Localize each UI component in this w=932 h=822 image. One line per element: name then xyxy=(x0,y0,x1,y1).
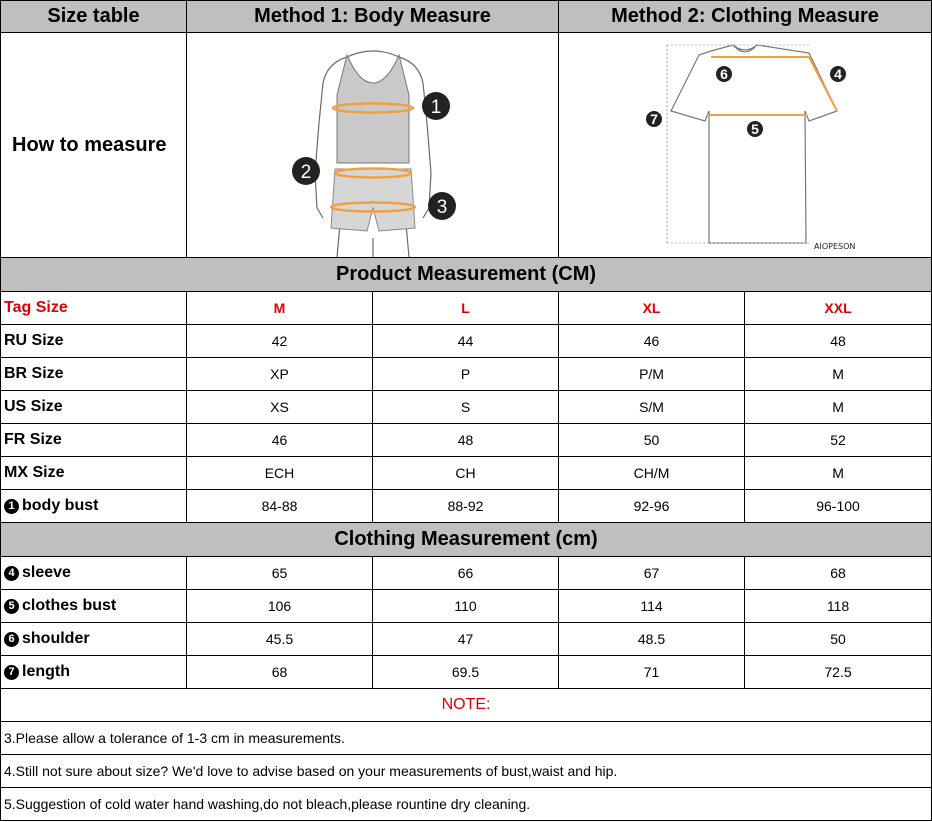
table-row xyxy=(1,325,932,358)
marker-1-icon xyxy=(422,92,450,120)
how-to-measure-label: How to measure xyxy=(1,33,187,258)
table-row xyxy=(1,623,932,656)
table-cell: M xyxy=(745,457,932,490)
table-cell: S/M xyxy=(559,391,745,424)
table-cell: 106 xyxy=(187,590,373,623)
table-cell: 48 xyxy=(745,325,932,358)
table-header-row xyxy=(1,1,932,33)
number-1-icon: 1 xyxy=(4,499,19,514)
row-label-text: sleeve xyxy=(22,564,71,581)
svg-text:6: 6 xyxy=(720,66,728,82)
table-cell: 46 xyxy=(187,424,373,457)
svg-text:1: 1 xyxy=(430,97,442,118)
number-7-icon: 7 xyxy=(4,665,19,680)
table-cell: 47 xyxy=(373,623,559,656)
marker-7-icon xyxy=(646,111,662,127)
row-label xyxy=(1,557,187,590)
table-cell: P/M xyxy=(559,358,745,391)
clothing-section-title: Clothing Measurement (cm) xyxy=(1,523,932,557)
note-row xyxy=(1,755,932,788)
table-cell: 48.5 xyxy=(559,623,745,656)
row-label-text: body bust xyxy=(22,497,99,514)
table-cell: 96-100 xyxy=(745,490,932,523)
note-row xyxy=(1,788,932,821)
table-cell: 110 xyxy=(373,590,559,623)
body-figure-illustration xyxy=(187,33,559,257)
table-row xyxy=(1,490,932,523)
note-title-row xyxy=(1,689,932,722)
row-label-text: clothes bust xyxy=(22,597,117,614)
row-label: FR Size xyxy=(1,424,187,457)
note-row xyxy=(1,722,932,755)
row-label: US Size xyxy=(1,391,187,424)
note-title: NOTE: xyxy=(1,689,932,722)
note-text: 4.Still not sure about size? We'd love to advise based on your measurements of bust,waist and hip. xyxy=(1,755,932,788)
table-cell: 67 xyxy=(559,557,745,590)
clothing-section-row xyxy=(1,523,932,557)
table-cell: 66 xyxy=(373,557,559,590)
table-cell: 52 xyxy=(745,424,932,457)
table-cell: S xyxy=(373,391,559,424)
table-cell: ECH xyxy=(187,457,373,490)
table-cell: 50 xyxy=(745,623,932,656)
table-row xyxy=(1,358,932,391)
brand-watermark: AIOPESON xyxy=(814,242,856,251)
marker-6-icon xyxy=(716,66,732,82)
marker-2-icon xyxy=(292,157,320,185)
table-cell: 69.5 xyxy=(373,656,559,689)
svg-text:3: 3 xyxy=(436,197,448,218)
table-cell: CH/M xyxy=(559,457,745,490)
row-label-text: shoulder xyxy=(22,630,90,647)
method2-title: Method 2: Clothing Measure xyxy=(559,1,932,33)
svg-text:4: 4 xyxy=(834,66,842,82)
table-cell: 50 xyxy=(559,424,745,457)
tag-size-row xyxy=(1,292,932,325)
marker-4-icon xyxy=(830,66,846,82)
table-row xyxy=(1,391,932,424)
number-6-icon: 6 xyxy=(4,632,19,647)
clothing-measure-figure xyxy=(559,33,932,258)
table-cell: 72.5 xyxy=(745,656,932,689)
marker-3-icon xyxy=(428,192,456,220)
table-row xyxy=(1,590,932,623)
body-measure-figure xyxy=(187,33,559,258)
row-label: RU Size xyxy=(1,325,187,358)
product-section-title: Product Measurement (CM) xyxy=(1,258,932,292)
table-cell: 92-96 xyxy=(559,490,745,523)
number-5-icon: 5 xyxy=(4,599,19,614)
table-cell: 44 xyxy=(373,325,559,358)
row-label xyxy=(1,590,187,623)
how-to-measure-row xyxy=(1,33,932,258)
tag-size-cell: L xyxy=(373,292,559,325)
size-table-title: Size table xyxy=(1,1,187,33)
table-cell: M xyxy=(745,391,932,424)
table-cell: 114 xyxy=(559,590,745,623)
table-cell: P xyxy=(373,358,559,391)
table-cell: 65 xyxy=(187,557,373,590)
table-row xyxy=(1,557,932,590)
table-cell: M xyxy=(745,358,932,391)
table-cell: 118 xyxy=(745,590,932,623)
method1-title: Method 1: Body Measure xyxy=(187,1,559,33)
number-4-icon: 4 xyxy=(4,566,19,581)
row-label-text: length xyxy=(22,663,70,680)
tag-size-cell: XL xyxy=(559,292,745,325)
tag-size-cell: XXL xyxy=(745,292,932,325)
table-cell: 48 xyxy=(373,424,559,457)
row-label xyxy=(1,656,187,689)
table-cell: 88-92 xyxy=(373,490,559,523)
table-cell: 68 xyxy=(187,656,373,689)
row-label: BR Size xyxy=(1,358,187,391)
product-section-row xyxy=(1,258,932,292)
row-label xyxy=(1,490,187,523)
table-cell: CH xyxy=(373,457,559,490)
row-label: MX Size xyxy=(1,457,187,490)
table-cell: 42 xyxy=(187,325,373,358)
table-cell: 84-88 xyxy=(187,490,373,523)
table-cell: 46 xyxy=(559,325,745,358)
table-cell: 68 xyxy=(745,557,932,590)
svg-text:5: 5 xyxy=(751,121,759,137)
svg-text:2: 2 xyxy=(300,162,312,183)
table-row xyxy=(1,457,932,490)
marker-5-icon xyxy=(747,121,763,137)
table-cell: 45.5 xyxy=(187,623,373,656)
tag-size-cell: M xyxy=(187,292,373,325)
table-cell: 71 xyxy=(559,656,745,689)
table-cell: XS xyxy=(187,391,373,424)
note-text: 3.Please allow a tolerance of 1-3 cm in measurements. xyxy=(1,722,932,755)
note-text: 5.Suggestion of cold water hand washing,do not bleach,please rountine dry cleaning. xyxy=(1,788,932,821)
row-label xyxy=(1,623,187,656)
table-cell: XP xyxy=(187,358,373,391)
table-row xyxy=(1,656,932,689)
svg-text:7: 7 xyxy=(650,111,658,127)
table-row xyxy=(1,424,932,457)
tag-size-label: Tag Size xyxy=(1,292,187,325)
shirt-figure-illustration xyxy=(559,33,931,257)
